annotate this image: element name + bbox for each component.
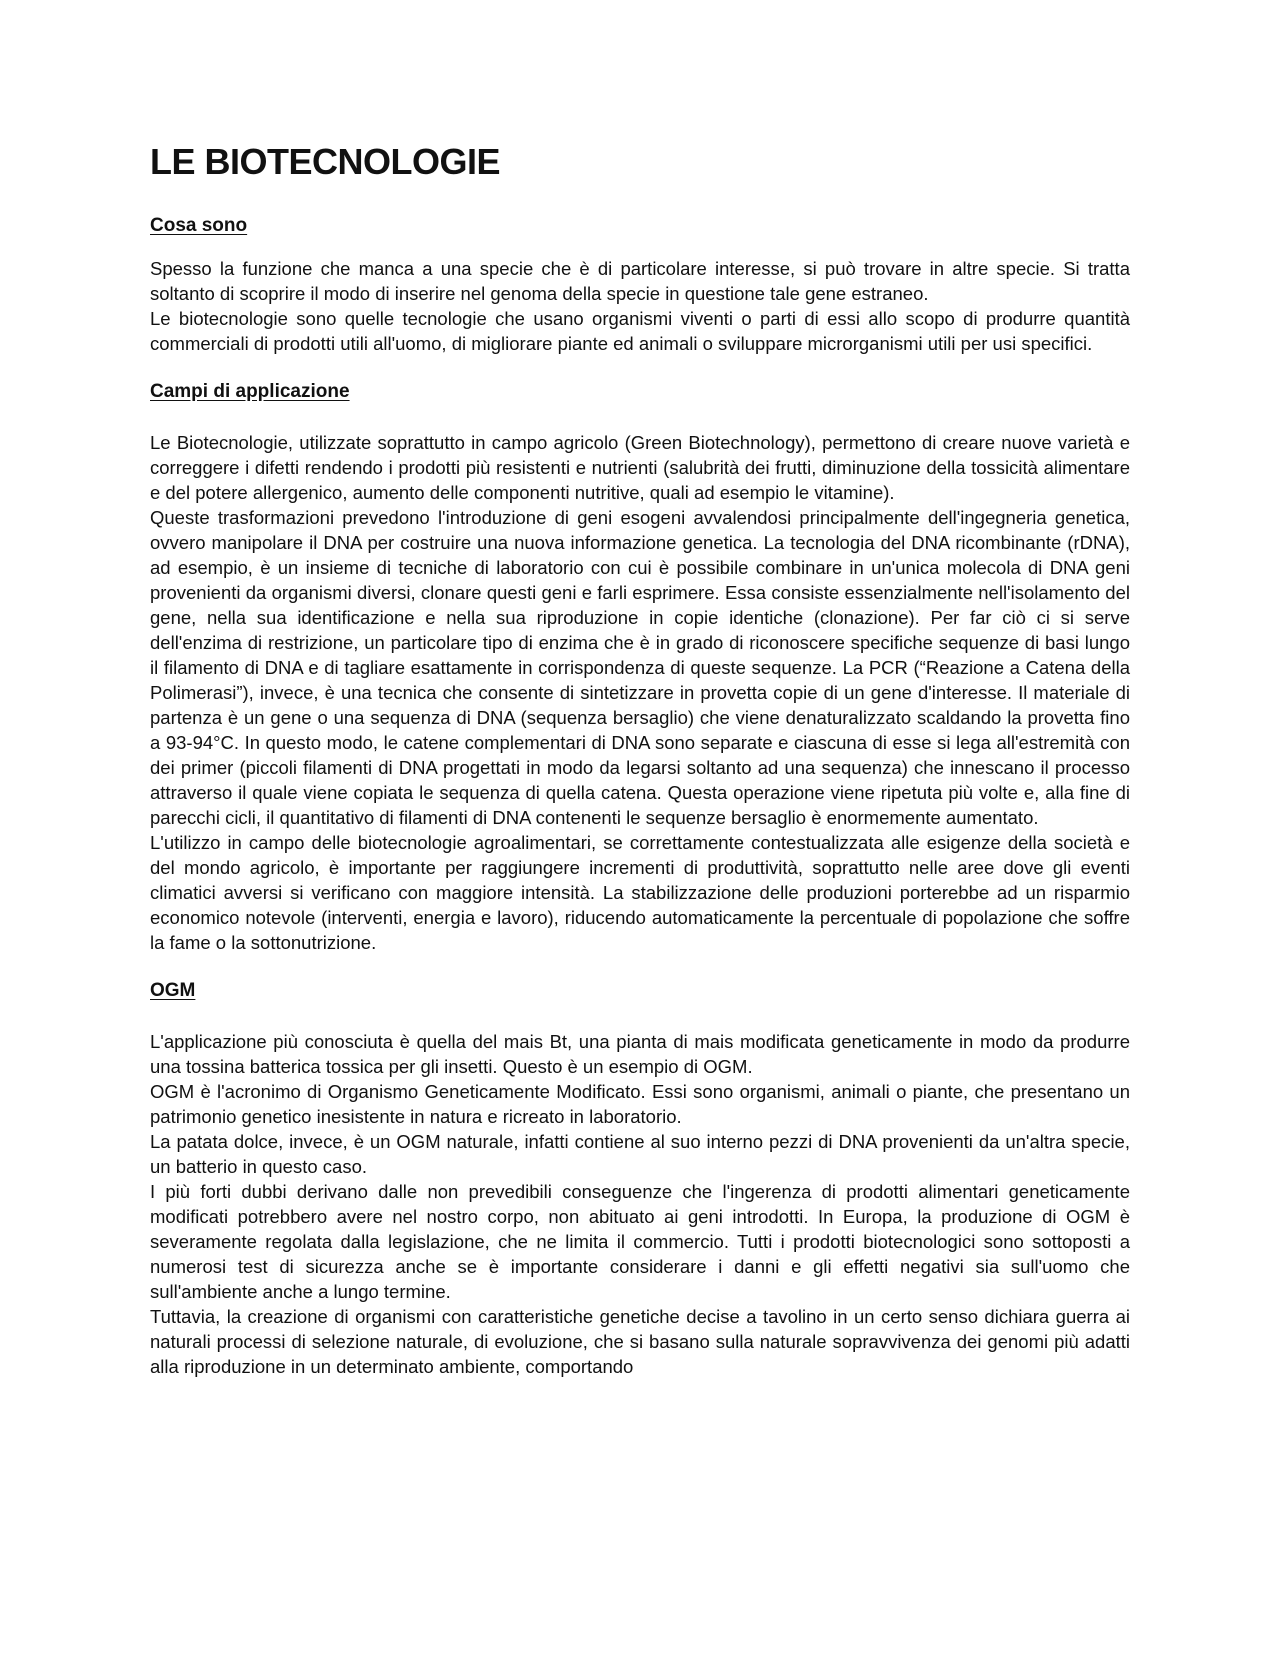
document-title: LE BIOTECNOLOGIE (150, 141, 501, 182)
section-body (150, 256, 1130, 356)
paragraph: OGM è l'acronimo di Organismo Geneticamente Modificato. Essi sono organismi, animali o piante, che presentano un patrimonio genetico inesistente in natura e ricreato in laboratorio. (150, 1081, 1130, 1127)
section-campi-di-applicazione (150, 380, 1130, 955)
section-heading: OGM (150, 980, 196, 1001)
paragraph: Queste trasformazioni prevedono l'introduzione di geni esogeni avvalendosi principalmente dell'ingegneria genetica, ovvero manipolare il DNA per costruire una nuova informazione genetica. La tecnologia del DNA ricombinante (rDNA), ad esempio, è un insieme di tecniche di laboratorio con cui è possibile combinare in un'unica molecola di DNA geni provenienti da organismi diversi, clonare questi geni e farli esprimere. Essa consiste essenzialmente nell'isolamento del gene, nella sua identificazione e nella sua riproduzione in copie identiche (clonazione). Per far ciò ci si serve dell'enzima di restrizione, un particolare tipo di enzima che è in grado di riconoscere specifiche sequenze di basi lungo il filamento di DNA e di tagliare esattamente in corrispondenza di queste sequenze. La PCR (“Reazione a Catena della Polimerasi”), invece, è una tecnica che consente di sintetizzare in provetta copie di un gene d'interesse. Il materiale di partenza è un gene o una sequenza di DNA (sequenza bersaglio) che viene denaturalizzato scaldando la provetta fino a 93-94°C. In questo modo, le catene complementari di DNA sono separate e ciascuna di esse si lega all'estremità con dei primer (piccoli filamenti di DNA progettati in modo da legarsi soltanto ad una sequenza) che innescano il processo attraverso il quale viene copiata le sequenza di quella catena. Questa operazione viene ripetuta più volte e, alla fine di parecchi cicli, il quantitativo di filamenti di DNA contenenti le sequenze bersaglio è enormemente aumentato. (150, 507, 1130, 828)
paragraph: Le biotecnologie sono quelle tecnologie che usano organismi viventi o parti di essi allo scopo di produrre quantità commerciali di prodotti utili all'uomo, di migliorare piante ed animali o sviluppare microrganismi utili per usi specifici. (150, 308, 1130, 354)
paragraph: L'utilizzo in campo delle biotecnologie agroalimentari, se correttamente contestualizzata alle esigenze della società e del mondo agricolo, è importante per raggiungere incrementi di produttività, soprattutto nelle aree dove gli eventi climatici avversi si verificano con maggiore intensità. La stabilizzazione delle produzioni porterebbe ad un risparmio economico notevole (interventi, energia e lavoro), riducendo automaticamente la percentuale di popolazione che soffre la fame o la sottonutrizione. (150, 832, 1130, 953)
section-ogm (150, 979, 1130, 1379)
paragraph: L'applicazione più conosciuta è quella del mais Bt, una pianta di mais modificata geneticamente in modo da produrre una tossina batterica tossica per gli insetti. Questo è un esempio di OGM. (150, 1031, 1130, 1077)
paragraph: Tuttavia, la creazione di organismi con caratteristiche genetiche decise a tavolino in un certo senso dichiara guerra ai naturali processi di selezione naturale, di evoluzione, che si basano sulla naturale sopravvivenza dei genomi più adatti alla riproduzione in un determinato ambiente, comportando (150, 1306, 1130, 1377)
paragraph: Le Biotecnologie, utilizzate soprattutto in campo agricolo (Green Biotechnology), permettono di creare nuove varietà e correggere i difetti rendendo i prodotti più resistenti e nutrienti (salubrità dei frutti, diminuzione della tossicità alimentare e del potere allergenico, aumento delle componenti nutritive, quali ad esempio le vitamine). (150, 432, 1130, 503)
section-body (150, 1029, 1130, 1379)
paragraph: La patata dolce, invece, è un OGM naturale, infatti contiene al suo interno pezzi di DNA provenienti da un'altra specie, un batterio in questo caso. (150, 1131, 1130, 1177)
paragraph: Spesso la funzione che manca a una specie che è di particolare interesse, si può trovare in altre specie. Si tratta soltanto di scoprire il modo di inserire nel genoma della specie in questione tale gene estraneo. (150, 258, 1130, 304)
document-page (150, 140, 1130, 1403)
section-heading: Campi di applicazione (150, 381, 350, 402)
section-cosa-sono (150, 214, 1130, 356)
paragraph: I più forti dubbi derivano dalle non prevedibili conseguenze che l'ingerenza di prodotti alimentari geneticamente modificati potrebbero avere nel nostro corpo, non abituato ai geni introdotti. In Europa, la produzione di OGM è severamente regolata dalla legislazione, che ne limita il commercio. Tutti i prodotti biotecnologici sono sottoposti a numerosi test di sicurezza anche se è importante considerare i danni e gli effetti negativi sia sull'uomo che sull'ambiente anche a lungo termine. (150, 1181, 1130, 1302)
section-heading: Cosa sono (150, 215, 248, 236)
section-body (150, 430, 1130, 955)
